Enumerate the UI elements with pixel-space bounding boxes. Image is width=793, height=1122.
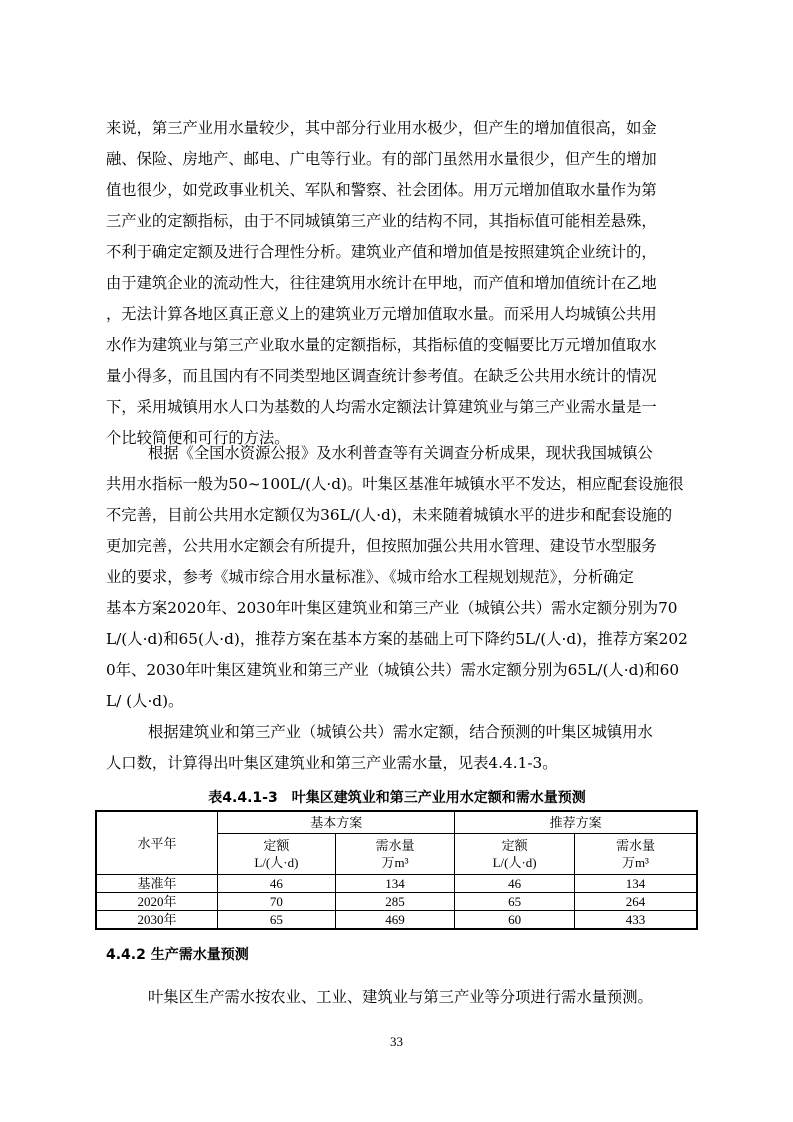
section-heading: 4.4.2 生产需水量预测 [106, 947, 249, 963]
text-line: 业的要求，参考《城市综合用水量标准》、《城市给水工程规划规范》，分析确定 [106, 568, 634, 586]
cell-year: 2020年 [96, 893, 218, 911]
text-line: 水作为建筑业与第三产业取水量的定额指标，其指标值的变幅要比万元增加值取水 [106, 336, 657, 354]
quota-unit: L/(人·d) [492, 855, 537, 870]
text-line: 三产业的定额指标，由于不同城镇第三产业的结构不同，其指标值可能相差悬殊， [106, 212, 657, 230]
cell-rec-demand: 134 [574, 875, 697, 893]
header-basic-scheme: 基本方案 [218, 811, 455, 834]
cell-rec-quota: 65 [455, 893, 575, 911]
cell-year: 基准年 [96, 875, 218, 893]
cell-rec-demand: 433 [574, 911, 697, 930]
quota-label: 定额 [263, 838, 290, 853]
text-line: 下，采用城镇用水人口为基数的人均需水定额法计算建筑业与第三产业需水量是一 [106, 398, 657, 416]
cell-rec-demand: 264 [574, 893, 697, 911]
page-number: 33 [390, 1034, 403, 1049]
demand-unit: 万m³ [621, 855, 649, 870]
water-demand-table [95, 810, 698, 930]
cell-basic-quota: 65 [218, 911, 336, 930]
cell-rec-quota: 46 [455, 875, 575, 893]
text-line: ，无法计算各地区真正意义上的建筑业万元增加值取水量。而采用人均城镇公共用 [106, 305, 657, 323]
text-line: 不完善，目前公共用水定额仅为36L/(人·d)，未来随着城镇水平的进步和配套设施的 [106, 506, 673, 524]
subheader-quota [455, 834, 575, 875]
paragraph-public-water-quota [106, 438, 688, 717]
subheader-quota [218, 834, 336, 875]
table-row [96, 911, 697, 930]
table-header-row [96, 811, 697, 834]
cell-rec-quota: 60 [455, 911, 575, 930]
paragraph-table-intro [106, 717, 688, 779]
demand-label: 需水量 [375, 838, 415, 853]
cell-basic-demand: 134 [335, 875, 455, 893]
text-line: 根据《全国水资源公报》及水利普查等有关调查分析成果，现状我国城镇公 [148, 444, 653, 462]
header-level-year: 水平年 [96, 811, 218, 875]
text-line: 基本方案2020年、2030年叶集区建筑业和第三产业（城镇公共）需水定额分别为70 [106, 599, 678, 617]
table-row [96, 875, 697, 893]
text-line: 量小得多，而且国内有不同类型地区调查统计参考值。在缺乏公共用水统计的情况 [106, 367, 657, 385]
text-line: L/(人·d)和65(人·d)，推荐方案在基本方案的基础上可下降约5L/(人·d)，推荐方案202 [106, 630, 688, 648]
cell-basic-demand: 285 [335, 893, 455, 911]
text-line: 由于建筑企业的流动性大，往往建筑用水统计在甲地，而产值和增加值统计在乙地 [106, 274, 657, 292]
table-caption: 表4.4.1-3 叶集区建筑业和第三产业用水定额和需水量预测 [208, 790, 586, 806]
text-line: 不利于确定定额及进行合理性分析。建筑业产值和增加值是按照建筑企业统计的， [106, 243, 657, 261]
header-recommended-scheme: 推荐方案 [455, 811, 697, 834]
cell-year: 2030年 [96, 911, 218, 930]
paragraph-tertiary-industry [106, 113, 688, 454]
text-line: 融、保险、房地产、邮电、广电等行业。有的部门虽然用水量很少，但产生的增加 [106, 150, 657, 168]
text-line: 共用水指标一般为50~100L/(人·d)。叶集区基准年城镇水平不发达，相应配套设施很 [106, 475, 684, 493]
quota-unit: L/(人·d) [254, 855, 299, 870]
text-line: 个比较简便和可行的方法。 [106, 429, 290, 447]
subheader-demand [335, 834, 455, 875]
text-line: 更加完善，公共用水定额会有所提升，但按照加强公共用水管理、建设节水型服务 [106, 537, 657, 555]
text-line: 来说，第三产业用水量较少，其中部分行业用水极少，但产生的增加值很高，如金 [106, 119, 657, 137]
table-row [96, 893, 697, 911]
quota-label: 定额 [501, 838, 528, 853]
cell-basic-quota: 70 [218, 893, 336, 911]
cell-basic-demand: 469 [335, 911, 455, 930]
text-line: 值也很少，如党政事业机关、军队和警察、社会团体。用万元增加值取水量作为第 [106, 181, 657, 199]
demand-label: 需水量 [615, 838, 655, 853]
text-line: 0年、2030年叶集区建筑业和第三产业（城镇公共）需水定额分别为65L/(人·d)和60 [106, 661, 680, 679]
paragraph-production-demand [106, 982, 688, 1013]
demand-unit: 万m³ [381, 855, 409, 870]
text-line: 人口数，计算得出叶集区建筑业和第三产业需水量，见表4.4.1-3。 [106, 754, 558, 772]
text-line: 叶集区生产需水按农业、工业、建筑业与第三产业等分项进行需水量预测。 [148, 988, 653, 1006]
text-line: 根据建筑业和第三产业（城镇公共）需水定额，结合预测的叶集区城镇用水 [148, 723, 653, 741]
subheader-demand [574, 834, 697, 875]
text-line: L/ (人·d)。 [106, 692, 184, 710]
cell-basic-quota: 46 [218, 875, 336, 893]
